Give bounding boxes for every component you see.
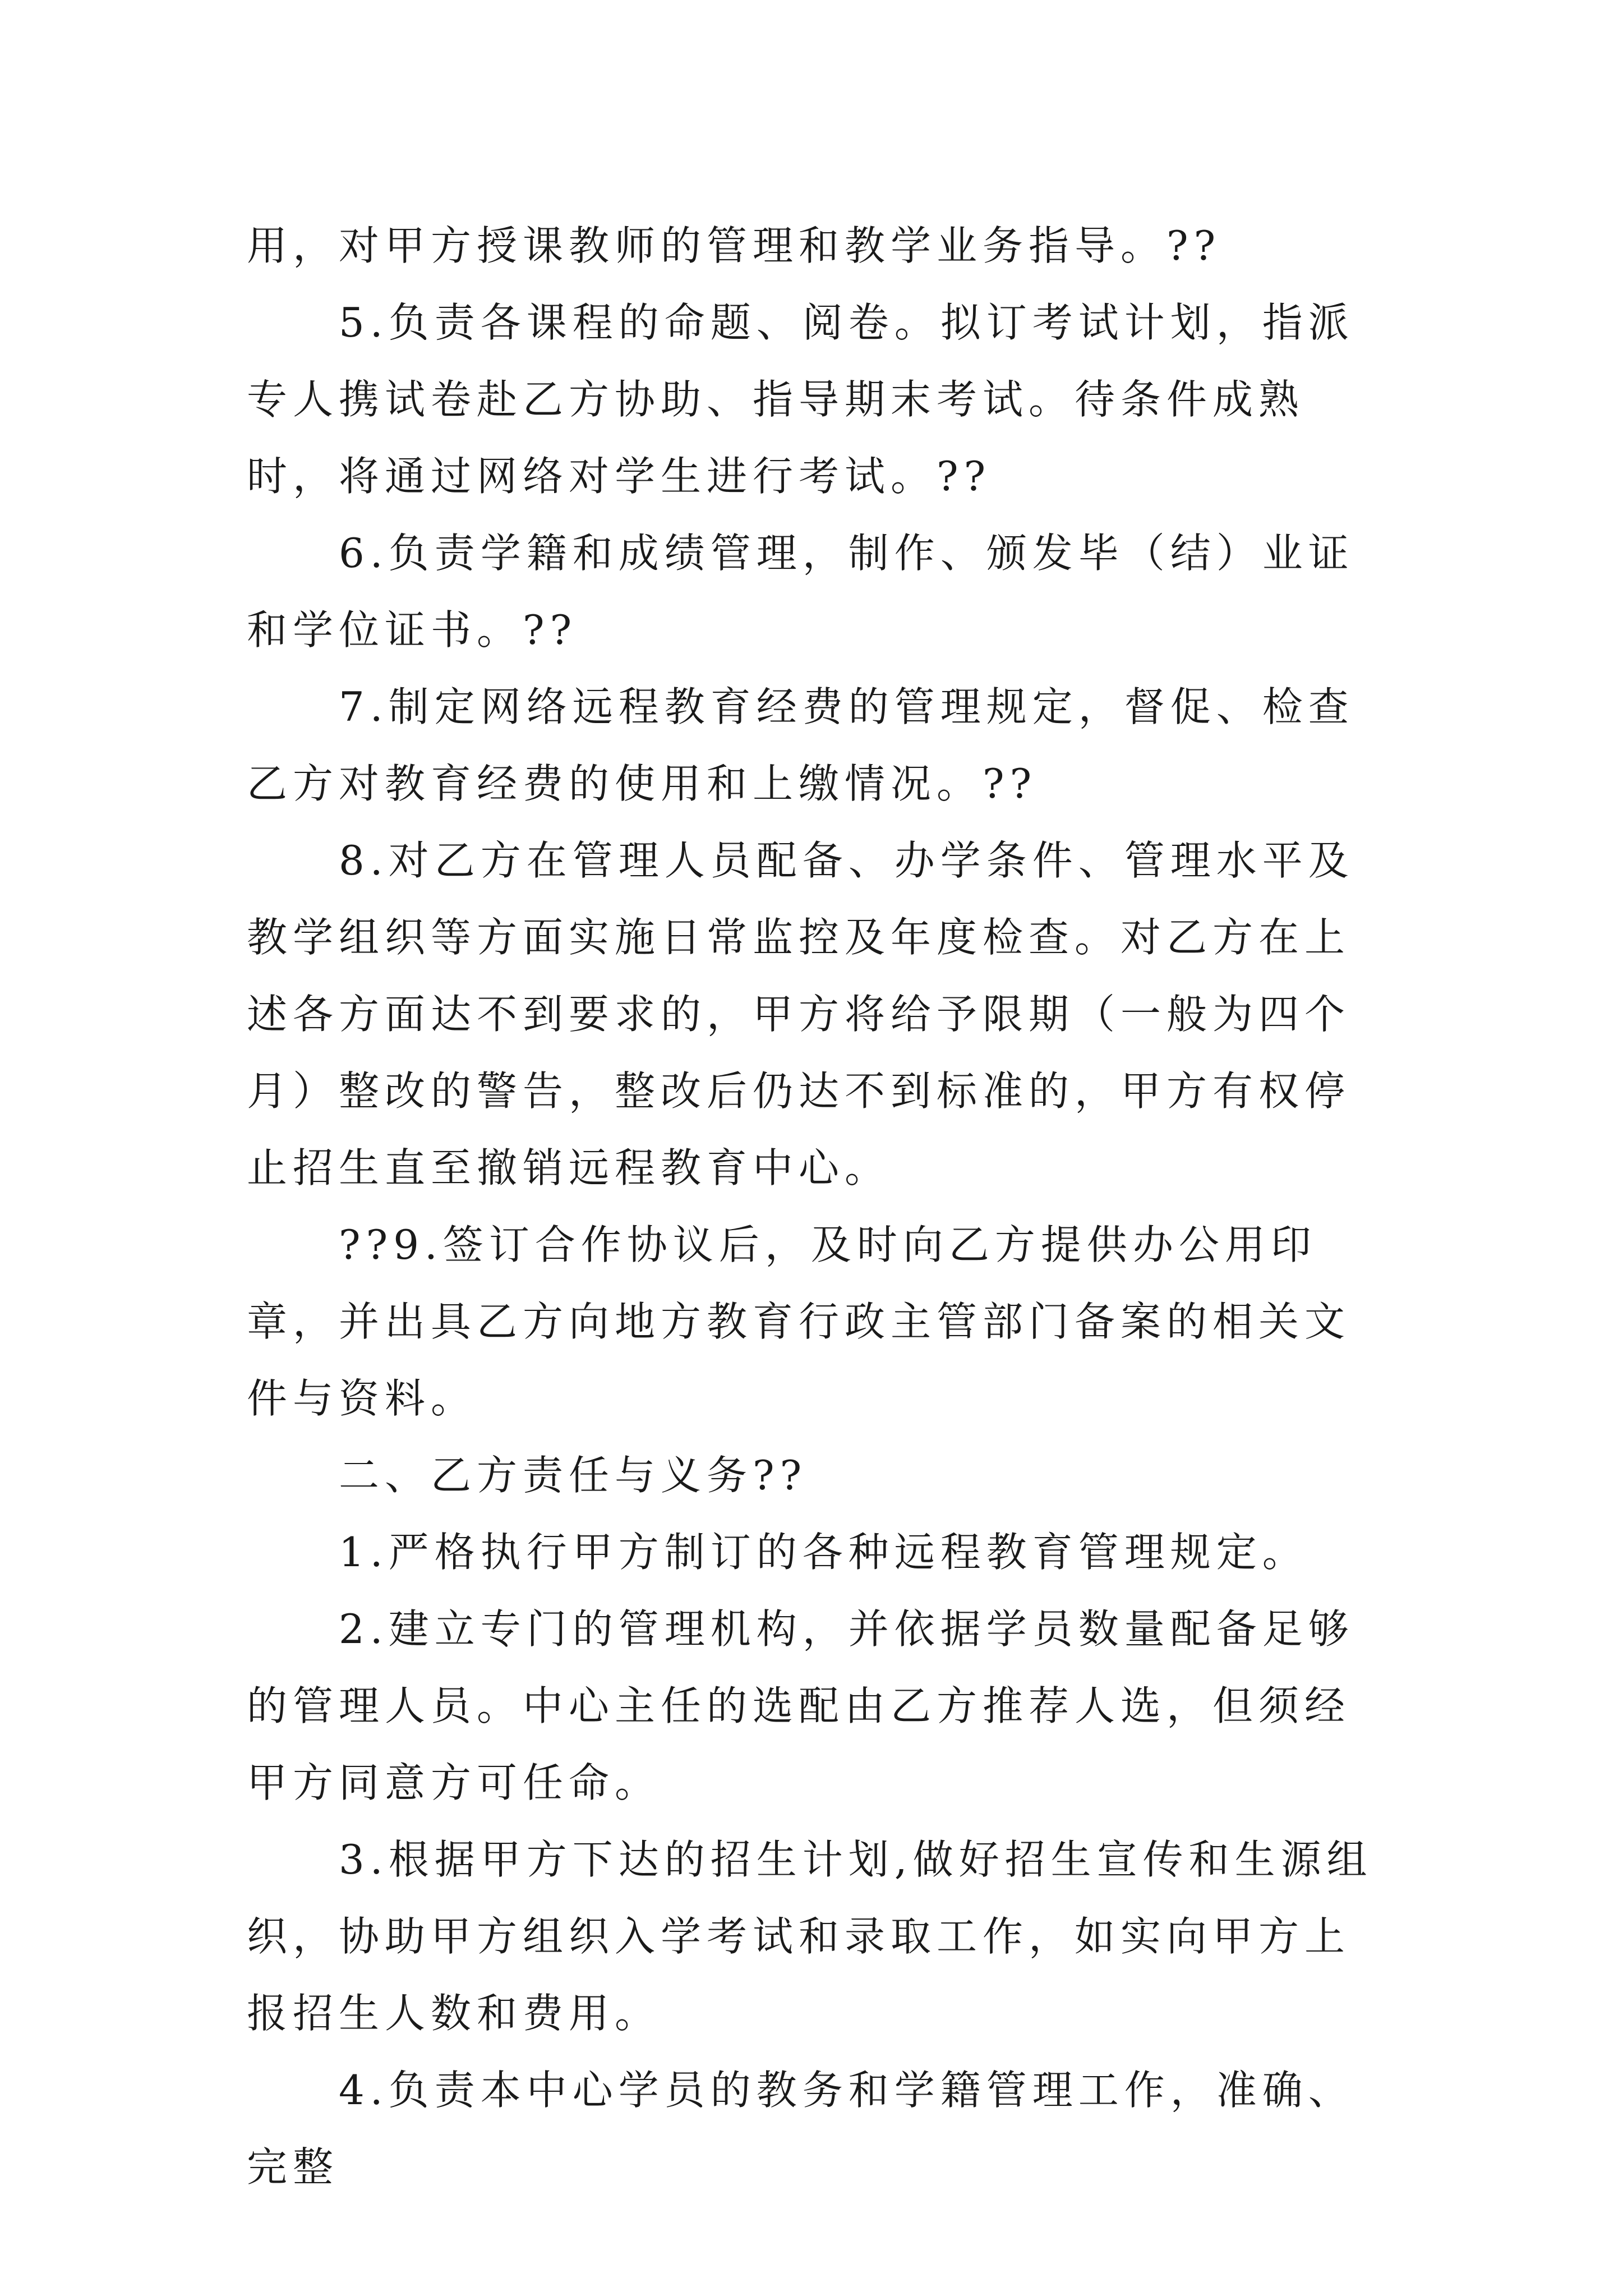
paragraph-item-9: ??9.签订合作协议后，及时向乙方提供办公用印章，并出具乙方向地方教育行政主管部门备案的相关文件与资料。 — [247, 1221, 1351, 1422]
document-body — [247, 208, 1391, 2206]
paragraph-item-5: 5.负责各课程的命题、阅卷。拟订考试计划，指派专人携试卷赴乙方协助、指导期末考试。待条件成熟时，将通过网络对学生进行考试。?? — [247, 299, 1354, 500]
paragraph-item-8: 8.对乙方在管理人员配备、办学条件、管理水平及教学组织等方面实施日常监控及年度检查。对乙方在上述各方面达不到要求的，甲方将给予限期（一般为四个月）整改的警告，整改后仍达不到标准的，甲方有权停止招生直至撤销远程教育中心。 — [247, 837, 1354, 1191]
paragraph-b-item-2: 2.建立专门的管理机构，并依据学员数量配备足够的管理人员。中心主任的选配由乙方推荐人选，但须经甲方同意方可任命。 — [247, 1605, 1354, 1806]
paragraph-item-6: 6.负责学籍和成绩管理，制作、颁发毕（结）业证和学位证书。?? — [247, 530, 1354, 654]
paragraph-b-item-3: 3.根据甲方下达的招生计划,做好招生宣传和生源组织，协助甲方组织入学考试和录取工作，如实向甲方上报招生人数和费用。 — [247, 1836, 1373, 2037]
paragraph-item-7: 7.制定网络远程教育经费的管理规定，督促、检查乙方对教育经费的使用和上缴情况。?? — [247, 683, 1354, 807]
paragraph-continuation: 用，对甲方授课教师的管理和教学业务指导。?? — [247, 222, 1221, 269]
paragraph-b-item-4: 4.负责本中心学员的教务和学籍管理工作，准确、完整 — [247, 2067, 1354, 2191]
section-heading-party-b: 二、乙方责任与义务?? — [339, 1452, 808, 1499]
paragraph-b-item-1: 1.严格执行甲方制订的各种远程教育管理规定。 — [339, 1529, 1308, 1576]
